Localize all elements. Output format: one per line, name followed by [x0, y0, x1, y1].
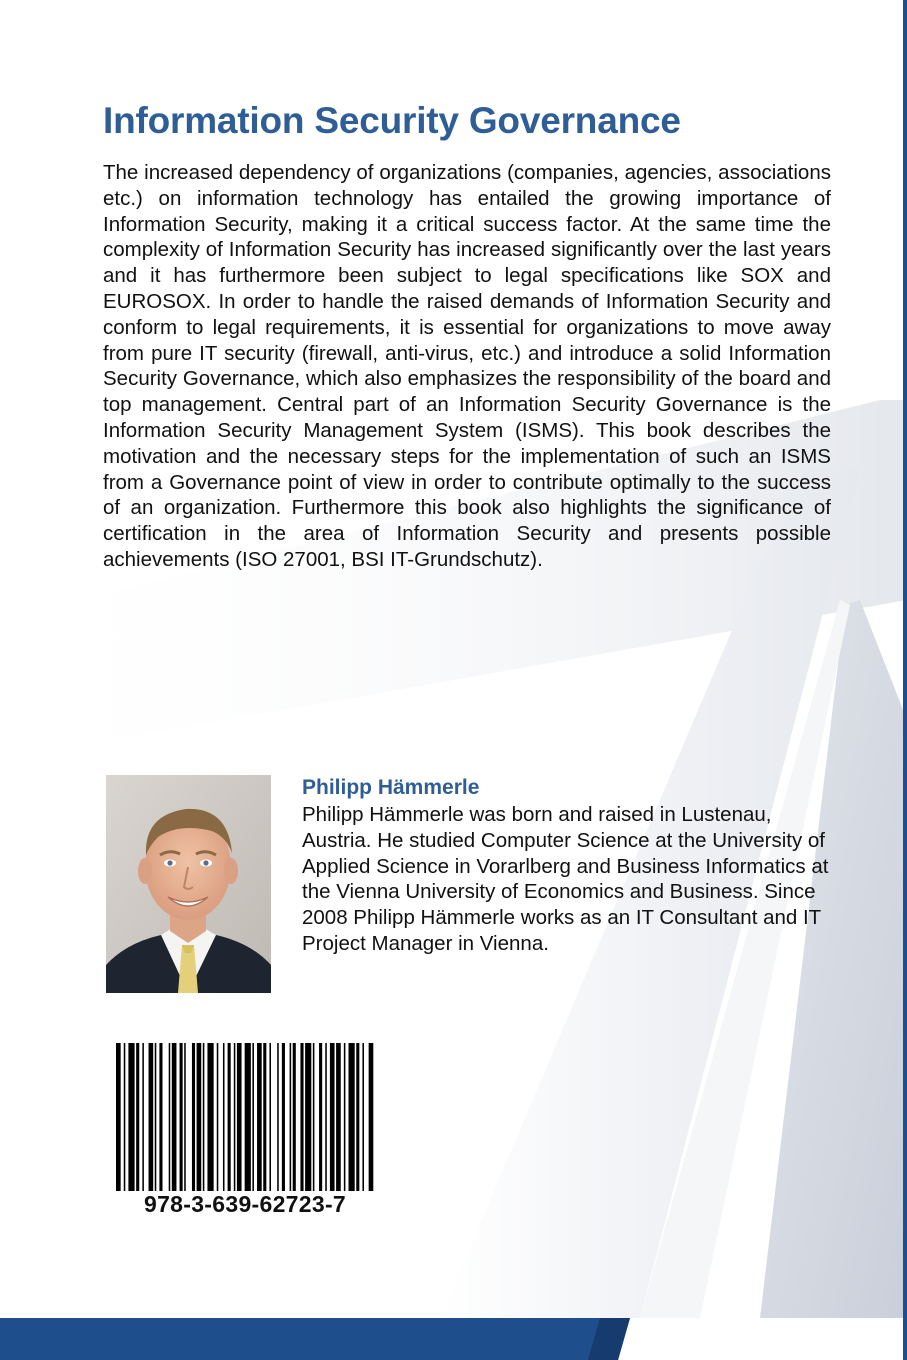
- barcode-bar: [325, 1043, 327, 1191]
- barcode-bar: [184, 1043, 186, 1191]
- barcode-bar: [245, 1043, 251, 1191]
- barcode-bar: [180, 1043, 183, 1191]
- barcode-bar: [319, 1043, 322, 1191]
- isbn-number: 978-3-639-62723-7: [143, 1191, 347, 1217]
- barcode-bar: [369, 1043, 374, 1191]
- barcode-bar: [136, 1043, 139, 1191]
- barcode-bars: [116, 1043, 374, 1191]
- book-description: The increased dependency of organizations (companies, agencies, associations etc.) on information technology has entailed the growing importance of Information Security, making it a critical success factor. At the same time the complexity of Information Security has increased significantly over the last years and it has furthermore been subject to legal specifications like SOX and EUROSOX. In order to handle the raised demands of Information Security and conform to legal requirements, it is essential for organizations to move away from pure IT security (firewall, anti-virus, etc.) and introduce a solid Information Security Governance, which also emphasizes the responsibility of the board and top management. Central part of an Information Security Governance is the Information Security Management System (ISMS). This book describes the motivation and the necessary steps for the implementation of such an ISMS from a Governance point of view in order to contribute optimally to the success of an organization. Furthermore this book also highlights the significance of certification in the area of Information Security and presents possible achievements (ISO 27001, BSI IT-Grundschutz).: [103, 161, 831, 571]
- barcode-bar: [269, 1043, 271, 1191]
- barcode-bar: [252, 1043, 254, 1191]
- barcode-bar: [155, 1043, 157, 1191]
- barcode-bar: [207, 1043, 213, 1191]
- barcode-bar: [124, 1043, 126, 1191]
- barcode-bar: [336, 1043, 341, 1191]
- author-photo: [106, 775, 271, 993]
- right-edge-strip: [903, 0, 907, 1360]
- barcode-bar: [290, 1043, 292, 1191]
- barcode-bar: [362, 1043, 364, 1191]
- barcode-bar: [237, 1043, 242, 1191]
- barcode-bar: [159, 1043, 162, 1191]
- book-title: Information Security Governance: [103, 100, 681, 141]
- barcode-bar: [142, 1043, 144, 1191]
- barcode-bar: [257, 1043, 262, 1191]
- barcode-bar: [263, 1043, 266, 1191]
- barcode-bar: [305, 1043, 311, 1191]
- barcode-bar: [217, 1043, 219, 1191]
- barcode-bar: [128, 1043, 134, 1191]
- bottom-bar: [0, 1318, 907, 1360]
- author-bio: Philipp Hämmerle was born and raised in Lustenau, Austria. He studied Computer Science at the University of Applied Science in Vorarlberg and Business Informatics at the Vienna University of Economics and Business. Since 2008 Philipp Hämmerle works as an IT Consultant and IT Project Manager in Vienna.: [302, 803, 829, 955]
- barcode-bar: [203, 1043, 205, 1191]
- barcode-bar: [169, 1043, 171, 1191]
- barcode-bar: [228, 1043, 231, 1191]
- barcode-bar: [223, 1043, 225, 1191]
- barcode-bar: [344, 1043, 346, 1191]
- author-name: Philipp Hämmerle: [302, 776, 480, 799]
- barcode-bar: [277, 1043, 279, 1191]
- barcode-bar: [192, 1043, 195, 1191]
- barcode-bar: [116, 1043, 121, 1191]
- barcode: [110, 1040, 380, 1220]
- barcode-bar: [300, 1043, 303, 1191]
- barcode-bar: [330, 1043, 335, 1191]
- barcode-bar: [293, 1043, 296, 1191]
- barcode-bar: [197, 1043, 202, 1191]
- barcode-bar: [282, 1043, 285, 1191]
- barcode-bar: [313, 1043, 315, 1191]
- barcode-bar: [234, 1043, 236, 1191]
- barcode-bar: [356, 1043, 359, 1191]
- barcode-bar: [349, 1043, 355, 1191]
- barcode-bar: [172, 1043, 177, 1191]
- barcode-bar: [149, 1043, 154, 1191]
